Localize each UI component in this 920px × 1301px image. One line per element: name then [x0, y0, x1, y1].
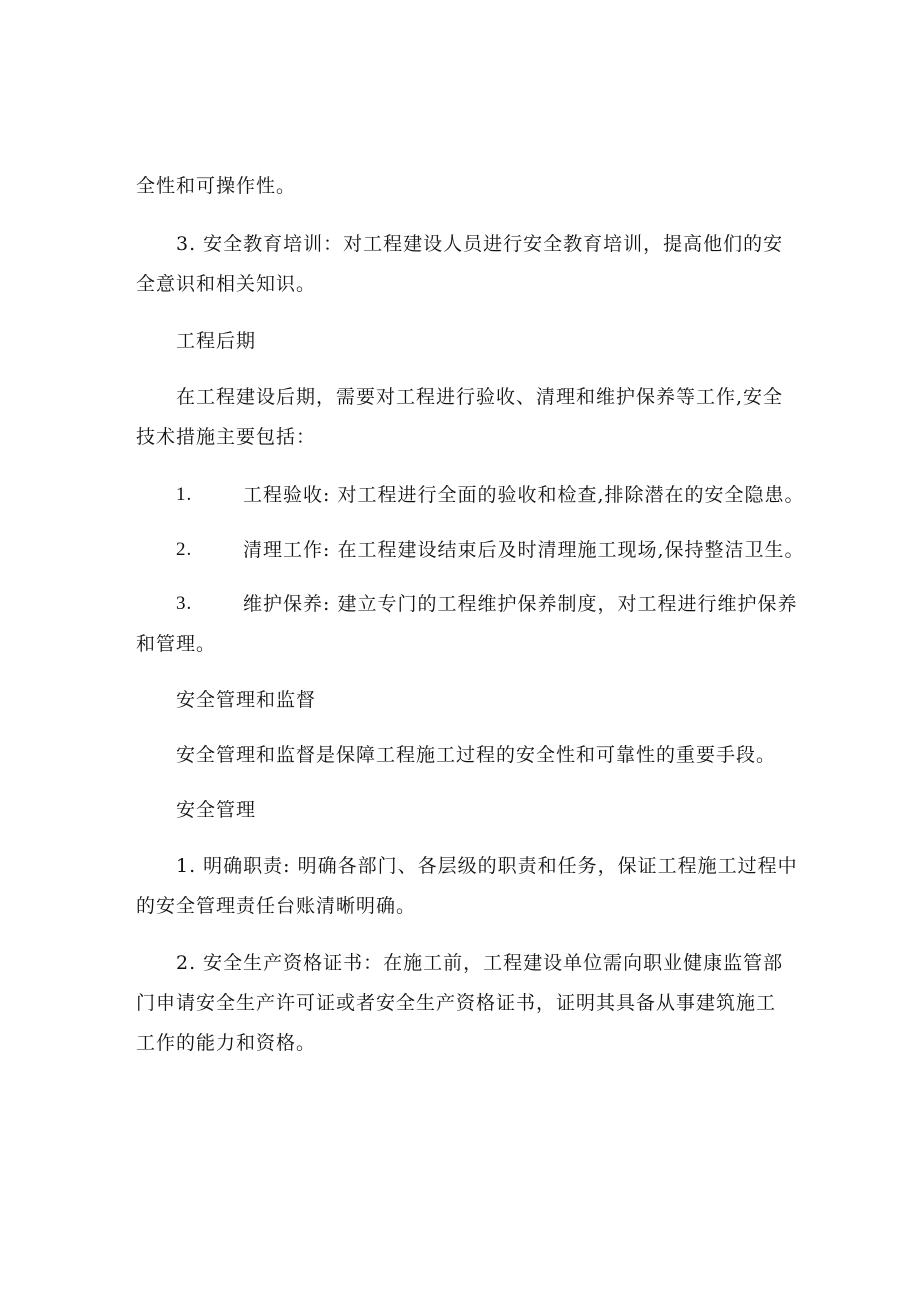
paragraph-line: 安全管理和监督是保障工程施工过程的安全性和可靠性的重要手段。 — [176, 744, 777, 766]
paragraph-line: 2. 安全生产资格证书：在施工前，工程建设单位需向职业健康监管部 — [176, 952, 784, 974]
paragraph-line: 的安全管理责任台账清晰明确。 — [136, 895, 417, 917]
list-number: 1. — [176, 484, 193, 505]
paragraph-line: 技术措施主要包括： — [136, 426, 317, 448]
section-heading: 安全管理 — [176, 799, 257, 821]
list-item-text: 维护保养: 建立专门的工程维护保养制度，对工程进行维护保养 — [243, 593, 798, 615]
list-item-text: 清理工作: 在工程建设结束后及时清理施工现场,保持整洁卫生。 — [243, 539, 805, 561]
section-heading: 安全管理和监督 — [176, 689, 317, 711]
paragraph-line: 在工程建设后期，需要对工程进行验收、清理和维护保养等工作,安全 — [176, 386, 784, 408]
paragraph-line: 1. 明确职责: 明确各部门、各层级的职责和任务，保证工程施工过程中 — [176, 855, 798, 877]
section-heading: 工程后期 — [176, 330, 257, 352]
paragraph-line: 全意识和相关知识。 — [136, 273, 317, 295]
paragraph-line: 全性和可操作性。 — [136, 175, 297, 197]
paragraph-line: 工作的能力和资格。 — [136, 1032, 317, 1054]
paragraph-line: 和管理。 — [136, 633, 217, 655]
list-number: 3. — [176, 593, 193, 614]
list-number: 2. — [176, 539, 193, 560]
list-item-text: 工程验收: 对工程进行全面的验收和检查,排除潜在的安全隐患。 — [243, 484, 805, 506]
paragraph-line: 门申请安全生产许可证或者安全生产资格证书，证明其具备从事建筑施工 — [136, 992, 777, 1014]
paragraph-line: 3. 安全教育培训：对工程建设人员进行安全教育培训，提高他们的安 — [176, 233, 784, 255]
